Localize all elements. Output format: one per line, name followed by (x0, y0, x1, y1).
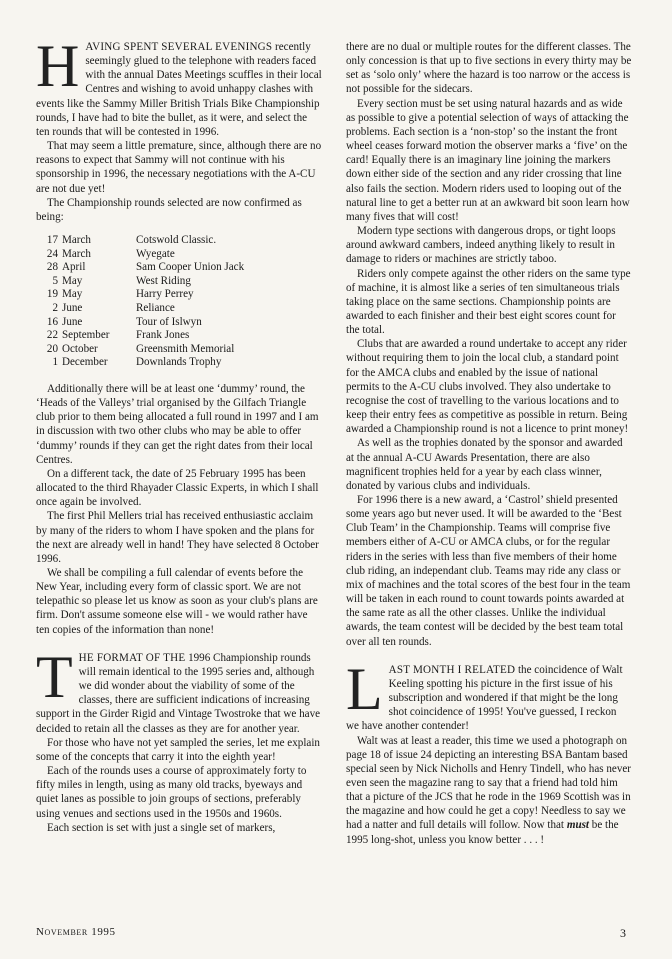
last-month-text: the coincidence of Walt Keeling spotting his picture in the first issue of his subscription and wondered if that might be the long shot coincidence of 1995! You've guessed, I reckon we have another contender! (346, 663, 623, 733)
drop-cap-h: H (36, 33, 80, 99)
date-cell (42, 302, 136, 316)
intro-text: recently seemingly glued to the telephone with readers faced with the annual Dates Meetings scuffles in their local Centres and wishing to avoid unhappy clashes with events like the Sammy Miller British Trials Bike Championship rounds, I have had to bite the bullet, as it were, and select the ten rounds that will be contested in 1996. (36, 41, 322, 138)
date-row (42, 316, 244, 330)
date-day: 19 (46, 288, 58, 301)
footer-month: November (36, 926, 88, 938)
date-month: May (62, 288, 83, 301)
date-day: 17 (46, 234, 58, 247)
date-month: March (62, 247, 91, 260)
event-name: Harry Perrey (136, 288, 194, 301)
footer-issue-date (36, 926, 116, 938)
last-month-paragraph (346, 655, 632, 734)
intro-lead-caps: AVING SPENT SEVERAL EVENINGS (85, 41, 273, 53)
date-cell (42, 316, 136, 330)
date-day: 16 (46, 315, 58, 328)
championship-dates-table (42, 234, 244, 370)
date-month: May (62, 274, 83, 287)
event-name: Downlands Trophy (136, 356, 222, 369)
paragraph: We shall be compiling a full calendar of events before the New Year, including every form of classic sport. We are not telepathic so please let us know as soon as your club's plans are firm. Don't assume someone else will - we would rather have ten copies of the information than none! (36, 567, 318, 636)
date-cell (42, 261, 136, 275)
paragraph: That may seem a little premature, since, although there are no reasons to expect that Sammy will not continue with his sponsorship in 1996, the necessary negotiations with the A-CU are not due yet! (36, 140, 322, 195)
date-month: March (62, 234, 91, 247)
date-month: December (62, 356, 108, 369)
paragraph: Every section must be set using natural hazards and as wide as possible to give a potential selection of ways of attacking the problems. Each section is a ‘non-stop’ so the instant the front wheel ceases forward motion the observer marks a ‘five’ on the card! Equally there is an imaginary line joining the markers down either side of the section and any rider crossing that line also fails the section. Modern riders used to looping out of the natural line to get a better run at an awkward bit soon learn how many fives that will cost! (346, 97, 630, 223)
date-row (42, 329, 244, 343)
paragraph: The Championship rounds selected are now confirmed as being: (36, 196, 302, 223)
date-month: October (62, 342, 98, 355)
date-month: September (62, 329, 110, 342)
intro-paragraph (36, 33, 322, 139)
event-name: Cotswold Classic. (136, 234, 217, 247)
paragraph: there are no dual or multiple routes for the different classes. The only concession is that up to five sections in every thirty may be set as ‘solo only’ where the hazard is too narrow or the access is not possible for the sidecars. (346, 41, 632, 96)
footer-year: 1995 (91, 926, 116, 938)
drop-cap-t: T (36, 643, 73, 710)
paragraph: For 1996 there is a new award, a ‘Castrol’ shield presented some years ago but never used. It will be awarded to the ‘Best Club Team’ in the Championship. Teams will comprise five members either of A-CU or AMCA clubs, or for the regular riders in the series with less than five members of their home club riding, an independant club. Teams may ride any class or mix of machines and the total scores of the best four in the team will be taken in each round to count towards points awarded at the same rate as all the other classes. Unlike the individual awards, the team contest will be decided by the best team total over all ten rounds. (346, 494, 631, 648)
date-cell (42, 248, 136, 262)
event-name: Sam Cooper Union Jack (136, 261, 245, 274)
date-day: 1 (52, 356, 58, 369)
event-name: Greensmith Memorial (136, 342, 235, 355)
right-column (346, 40, 632, 847)
date-cell (42, 234, 136, 248)
paragraph: Modern type sections with dangerous drops, or tight loops around awkward cambers, indeed anything likely to result in damage to riders or machines are strictly taboo. (346, 225, 616, 266)
event-name: Tour of Islwyn (136, 315, 202, 328)
date-cell (42, 275, 136, 289)
date-day: 5 (52, 274, 58, 287)
section-spacer (36, 637, 322, 651)
date-month: June (62, 302, 83, 314)
date-day: 28 (46, 261, 58, 274)
walt-text: Walt was at least a reader, this time we used a photograph on page 18 of issue 24 depicting an interesting BSA Bantam based special seen by Nick Nicholls and Henry Tindell, who has never even seen the magazine rang to say that a friend had told him that a picture of the JCS that he rode in the 1969 Scottish was in the magazine and how could he get a copy! Needless to say we had a natter and full details will follow. Now that (346, 734, 631, 832)
paragraph: As well as the trophies donated by the sponsor and awarded at the annual A-CU Awards Presentation, there are also magnificent trophies held for a year by each class winner, donated by various clubs and individuals. (346, 437, 623, 492)
date-row (42, 248, 244, 262)
date-row (42, 234, 244, 248)
event-name: Reliance (136, 302, 175, 314)
date-row (42, 288, 244, 302)
date-row (42, 275, 244, 289)
date-row (42, 261, 244, 275)
format-paragraph (36, 643, 322, 736)
paragraph: On a different tack, the date of 25 February 1995 has been allocated to the third Rhayader Classic Experts, in which I shall once again be involved. (36, 467, 319, 509)
paragraph: The first Phil Mellers trial has received enthusiastic acclaim by many of the riders to whom I have spoken and the plans for the next are already well in hand! They have selected 8 October 1996. (36, 510, 319, 565)
paragraph (346, 734, 632, 847)
section-spacer (346, 649, 632, 663)
date-row (42, 302, 244, 316)
walt-text-end: be the 1995 long-shot, unless you know better . . . ! (346, 819, 619, 846)
event-name: West Riding (136, 274, 191, 287)
date-row (42, 356, 244, 370)
paragraph: Clubs that are awarded a round undertake to accept any rider without requiring them to join the local club, a standard point for the AMCA clubs and enabled by the issue of national permits to the A-CU clubs involved. They also undertake to recognise the cost of travelling to the various locations and to keep their entry fees as competitive as possible in return. Being awarded a Championship round is not a licence to print money! (346, 338, 629, 436)
date-cell (42, 356, 136, 370)
paragraph: Each of the rounds uses a course of approximately forty to fifty miles in length, using as many old tracks, byeways and quiet lanes as possible to join groups of sections, preferably using venues and sections used in the 1950s and 1960s. (36, 765, 307, 820)
date-day: 24 (46, 247, 58, 260)
page-number: 3 (620, 926, 626, 940)
date-day: 20 (46, 342, 58, 355)
paragraph: Additionally there will be at least one ‘dummy’ round, the ‘Heads of the Valleys’ trial organised by the Gilfach Triangle club prior to them being allocated a full round in 1997 and I am in discussion with two other clubs who may be able to offer ‘dummy’ rounds if they can get the right dates from their local Centres. (36, 382, 319, 466)
event-name: Frank Jones (136, 329, 190, 342)
left-column (36, 33, 322, 835)
paragraph: For those who have not yet sampled the series, let me explain some of the concepts that carry it into the eighth year! (36, 736, 320, 763)
date-month: April (62, 261, 86, 274)
format-text: 1996 Championship rounds will remain identical to the 1995 series and, although we did wonder about the viability of some of the classes, there are sufficient indications of increasing support in the Girder Rigid and Vintage Twostroke that we have decided to retain all the classes as they are for another year. (36, 651, 321, 735)
date-cell (42, 343, 136, 357)
drop-cap-l: L (346, 655, 383, 722)
date-month: June (62, 315, 83, 328)
date-cell (42, 329, 136, 343)
date-cell (42, 288, 136, 302)
date-day: 2 (52, 302, 58, 314)
last-month-lead-caps: AST MONTH I RELATED (388, 663, 516, 676)
format-lead-caps: HE FORMAT OF THE (78, 651, 186, 664)
date-day: 22 (46, 329, 58, 342)
emphasis-must: must (566, 819, 590, 832)
paragraph: Riders only compete against the other riders on the same type of machine, it is almost like a series of ten simultaneous trials taking place on the same sections. Championship points are awarded to each finisher and their best eight scores count for the total. (346, 267, 631, 337)
event-name: Wyegate (136, 247, 175, 260)
paragraph: Each section is set with just a single set of markers, (47, 821, 276, 834)
date-row (42, 343, 244, 357)
